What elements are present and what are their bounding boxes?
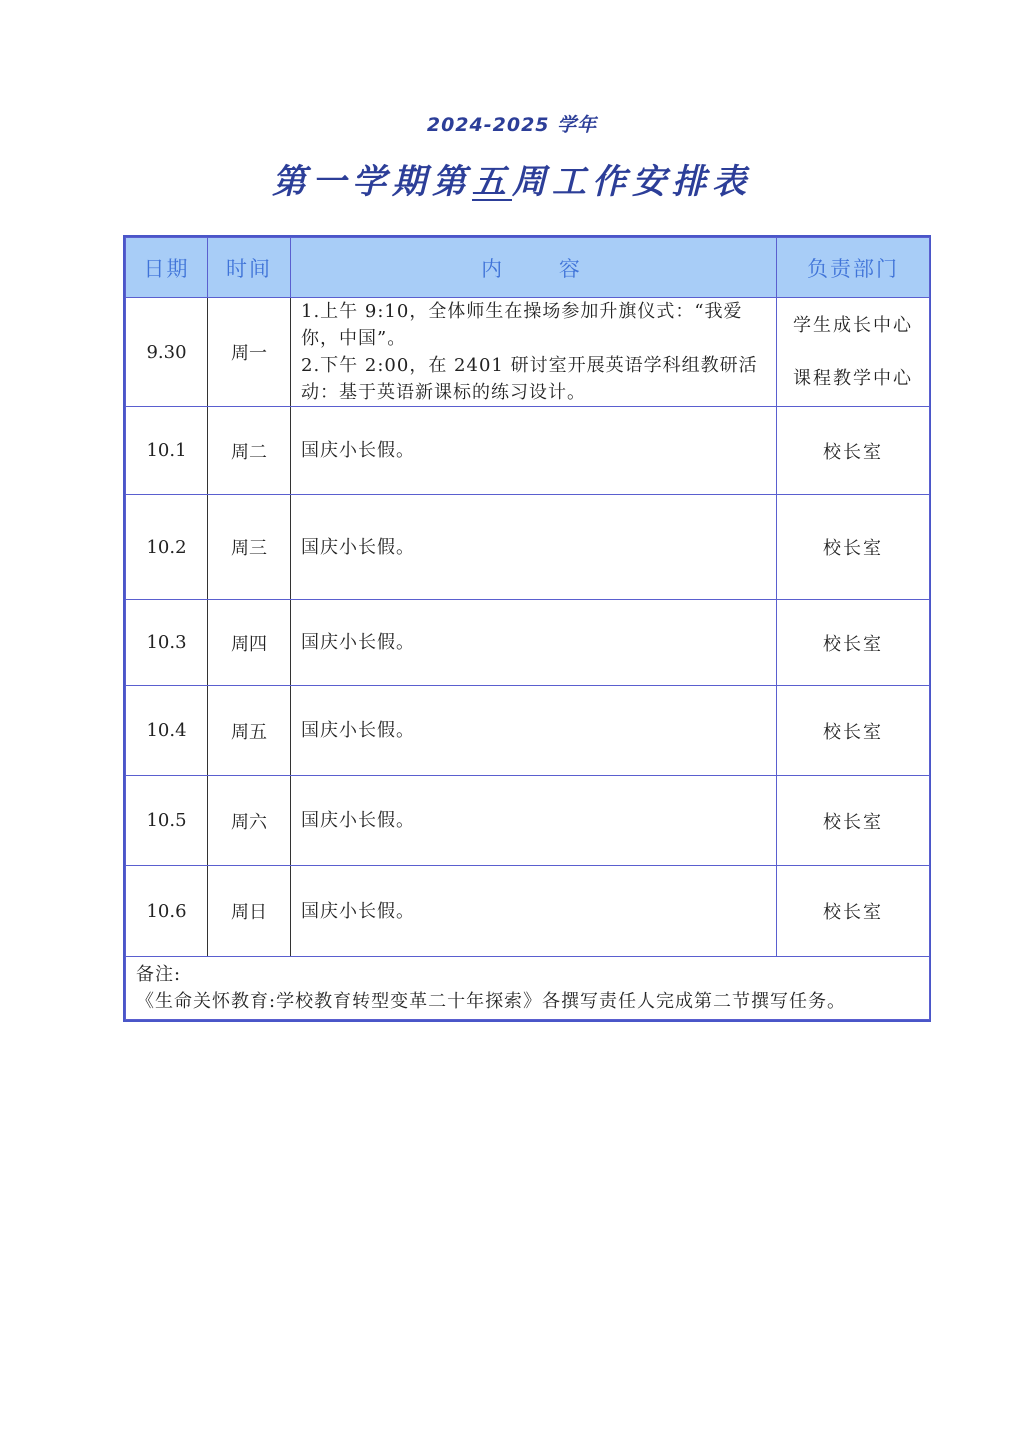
table-row xyxy=(126,298,930,407)
table-row xyxy=(126,495,930,600)
column-header-time: 时间 xyxy=(208,238,291,298)
notes-text: 《生命关怀教育:学校教育转型变革二十年探索》各撰写责任人完成第二节撰写任务。 xyxy=(136,991,847,1012)
weekday-cell: 周六 xyxy=(208,776,291,866)
department-cell: 校长室 xyxy=(777,776,930,866)
date-cell: 10.4 xyxy=(126,686,208,776)
department-cell: 校长室 xyxy=(777,686,930,776)
date-cell: 10.6 xyxy=(126,866,208,957)
table-row xyxy=(126,600,930,686)
schedule-table xyxy=(123,235,931,1022)
date-cell: 10.3 xyxy=(126,600,208,686)
department-cell: 校长室 xyxy=(777,407,930,495)
notes-label: 备注: xyxy=(136,964,182,985)
content-cell: 国庆小长假。 xyxy=(291,407,777,495)
weekday-cell: 周一 xyxy=(208,298,291,407)
title-suffix: 周工作安排表 xyxy=(512,162,752,202)
content-cell xyxy=(291,298,777,407)
content-item: 2.下午 2:00，在 2401 研讨室开展英语学科组教研活动：基于英语新课标的练习设计。 xyxy=(301,355,758,403)
content-cell: 国庆小长假。 xyxy=(291,495,777,600)
content-item: 1.上午 9:10，全体师生在操场参加升旗仪式：“我爱你，中国”。 xyxy=(301,301,743,349)
notes-cell xyxy=(126,957,930,1020)
notes-row xyxy=(126,957,930,1020)
department-cell: 校长室 xyxy=(777,866,930,957)
department-cell: 校长室 xyxy=(777,600,930,686)
department-cell: 校长室 xyxy=(777,495,930,600)
date-cell: 10.5 xyxy=(126,776,208,866)
weekday-cell: 周五 xyxy=(208,686,291,776)
column-header-department: 负责部门 xyxy=(777,238,930,298)
table-row xyxy=(126,866,930,957)
column-header-content: 内 容 xyxy=(291,238,777,298)
weekday-cell: 周三 xyxy=(208,495,291,600)
table-row xyxy=(126,407,930,495)
department-cell xyxy=(777,298,930,407)
content-cell: 国庆小长假。 xyxy=(291,686,777,776)
date-cell: 9.30 xyxy=(126,298,208,407)
content-cell: 国庆小长假。 xyxy=(291,600,777,686)
content-cell: 国庆小长假。 xyxy=(291,776,777,866)
page-title xyxy=(0,154,1024,203)
date-cell: 10.1 xyxy=(126,407,208,495)
table-row xyxy=(126,776,930,866)
weekday-cell: 周日 xyxy=(208,866,291,957)
title-week-number: 五 xyxy=(472,162,512,202)
table-header-row xyxy=(126,238,930,298)
school-year-subtitle: 2024-2025 学年 xyxy=(426,114,598,136)
weekday-cell: 周二 xyxy=(208,407,291,495)
content-cell: 国庆小长假。 xyxy=(291,866,777,957)
column-header-date: 日期 xyxy=(126,238,208,298)
table-row xyxy=(126,686,930,776)
department-name: 课程教学中心 xyxy=(793,368,913,389)
title-prefix: 第一学期第 xyxy=(272,162,472,202)
department-name: 学生成长中心 xyxy=(793,315,913,336)
date-cell: 10.2 xyxy=(126,495,208,600)
weekday-cell: 周四 xyxy=(208,600,291,686)
